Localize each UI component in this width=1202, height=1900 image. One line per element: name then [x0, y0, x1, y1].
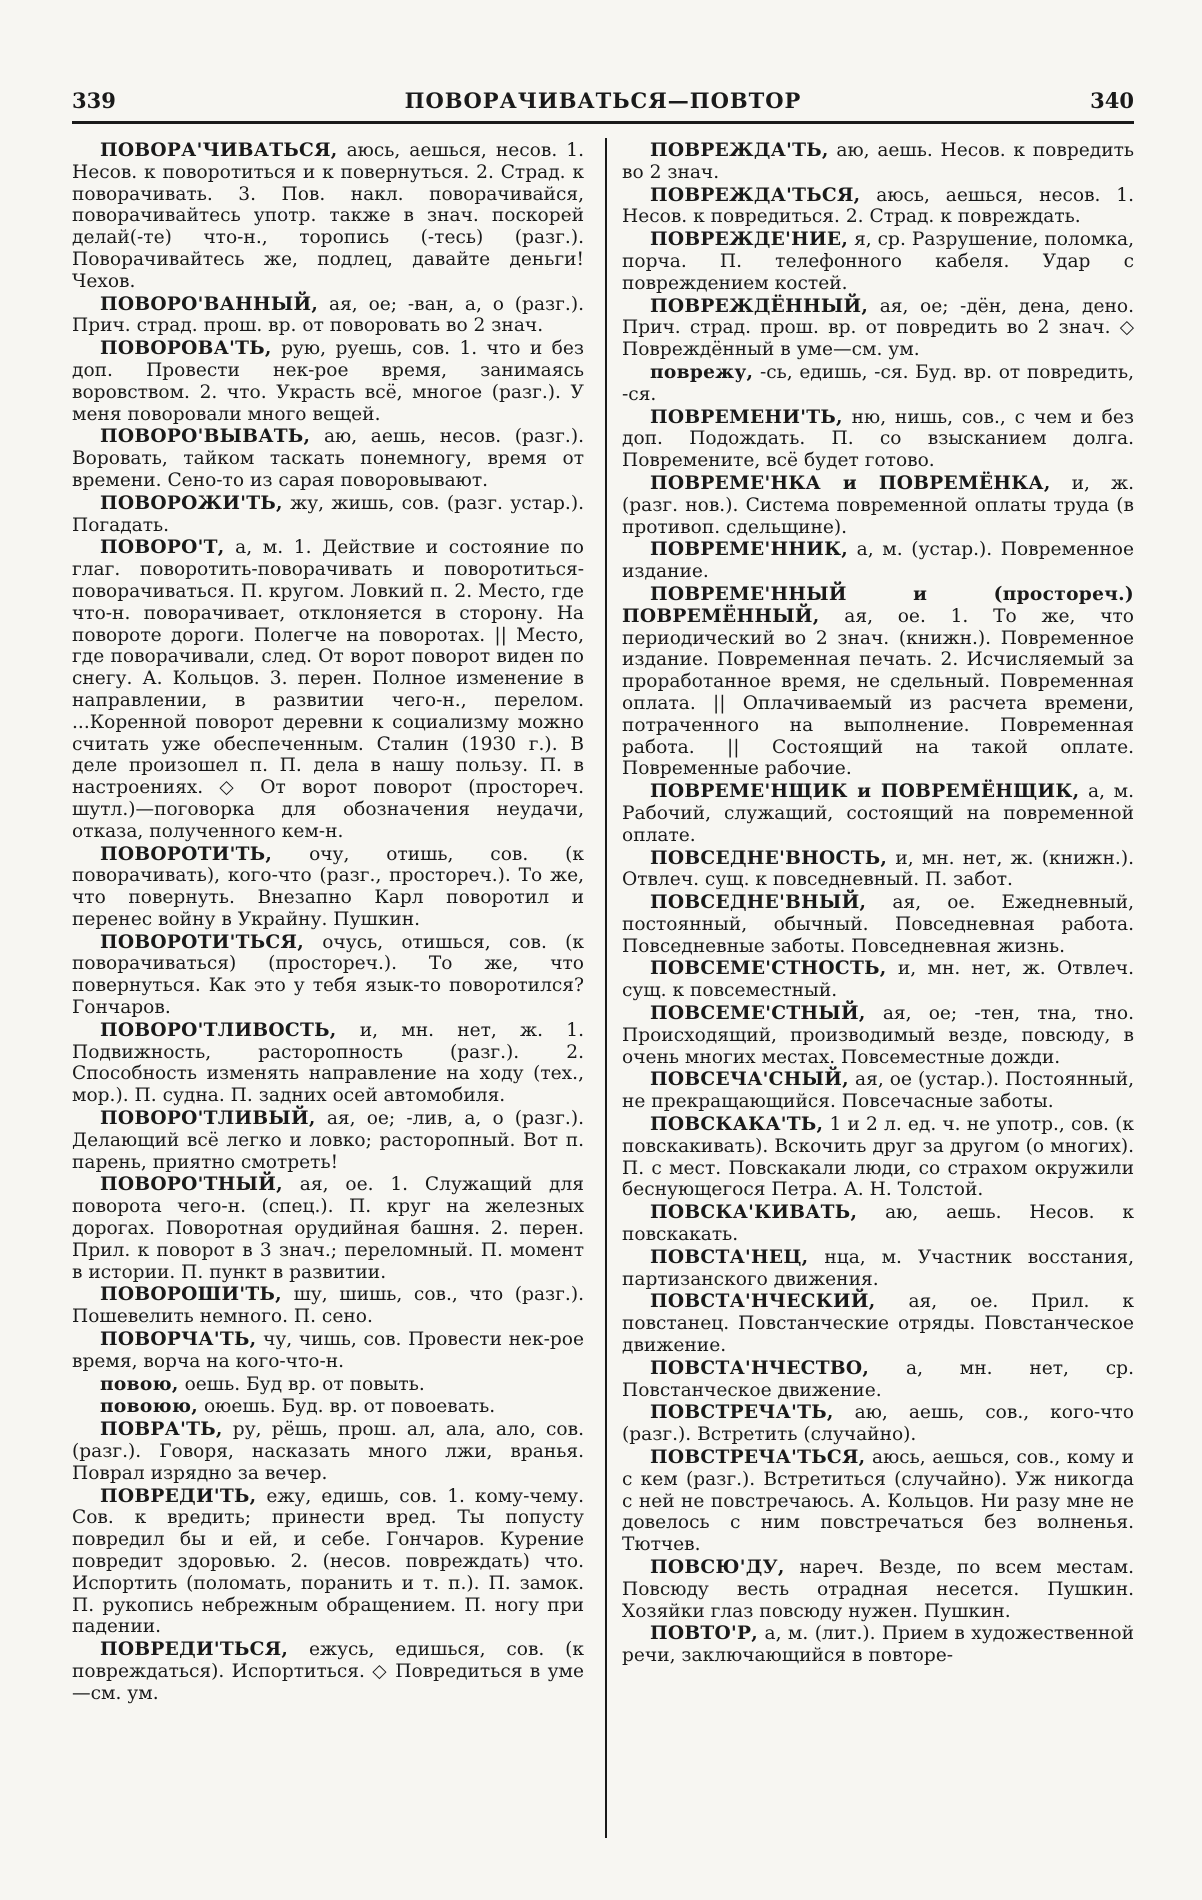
- dictionary-entry: [622, 296, 1134, 361]
- entry-headword: ПОВОРО'Т,: [100, 537, 225, 559]
- column-divider: [605, 138, 607, 1838]
- page-header: [72, 88, 1134, 118]
- dictionary-entry: [72, 1174, 584, 1283]
- entry-headword: ПОВОРЧА'ТЬ,: [100, 1329, 257, 1351]
- entry-headword: ПОВРЕЖДЕ'НИЕ,: [650, 229, 849, 251]
- entry-headword: ПОВСКА'КИВАТЬ,: [650, 1202, 858, 1224]
- entry-definition: оешь. Буд вр. от повыть.: [184, 1373, 425, 1395]
- dictionary-entry: [622, 140, 1134, 184]
- entry-headword: поврежу,: [650, 361, 754, 383]
- entry-headword: ПОВОРОЖИ'ТЬ,: [100, 492, 283, 514]
- dictionary-entry: [622, 1247, 1134, 1291]
- entry-headword: ПОВРА'ТЬ,: [100, 1419, 223, 1441]
- entry-headword: ПОВСЕДНЕ'ВНОСТЬ,: [650, 847, 888, 869]
- entry-definition: аюсь, аешься, несов. 1. Несов. к повредиться. 2. Страд. к повреждать.: [622, 184, 1134, 228]
- entry-headword: ПОВСЮ'ДУ,: [650, 1557, 785, 1578]
- running-head: ПОВОРАЧИВАТЬСЯ—ПОВТОР: [404, 88, 802, 113]
- entry-definition: очу, отишь, сов. (к поворачивать), кого-что (разг., простореч.). То же, что повернуть. Внезапно Карл поворотил и перенес войну в Украйну. Пушкин.: [72, 843, 584, 930]
- entry-definition: и, мн. нет, ж. 1. Подвижность, расторопность (разг.). 2. Способность изменять направление на ходу (тех., мор.). П. судна. П. задних осей автомобиля.: [72, 1019, 584, 1107]
- dictionary-entry: [72, 1020, 584, 1107]
- entry-headword: ПОВТО'Р,: [650, 1623, 759, 1645]
- entry-definition: я, ср. Разрушение, поломка, порча. П. телефонного кабеля. Удар с повреждением костей.: [622, 229, 1134, 294]
- entry-headword: ПОВРЕМЕ'НКА и ПОВРЕМЁНКА,: [650, 472, 1051, 494]
- entry-definition: аю, аешь, сов., кого-что (разг.). Встретить (случайно).: [622, 1402, 1134, 1446]
- entry-headword: ПОВСТА'НЕЦ,: [650, 1246, 809, 1268]
- entry-headword: ПОВРЕМЕ'НЩИК и ПОВРЕМЁНЩИК,: [650, 781, 1080, 803]
- entry-definition: ая, ое; -ван, а, о (разг.). Прич. страд. прош. вр. от поворовать во 2 знач.: [72, 293, 584, 337]
- dictionary-entry: [72, 493, 584, 537]
- entry-headword: ПОВОРОШИ'ТЬ,: [100, 1284, 282, 1306]
- dictionary-entry: [622, 1358, 1134, 1402]
- entry-definition: ежусь, едишься, сов. (к повреждаться). Испортиться. ◇ Повредиться в уме—см. ум.: [72, 1639, 584, 1704]
- entry-definition: и, мн. нет, ж. (книжн.). Отвлеч. сущ. к повседневный. П. забот.: [622, 847, 1134, 891]
- entry-definition: а, м. (устар.). Повременное издание.: [622, 539, 1134, 583]
- dictionary-entry: [72, 1486, 584, 1639]
- dictionary-entry: [622, 781, 1134, 846]
- dictionary-entry: [72, 537, 584, 842]
- entry-headword: ПОВСТРЕЧА'ТЬСЯ,: [650, 1447, 866, 1469]
- dictionary-entry: [72, 1374, 584, 1396]
- entry-definition: и, мн. нет, ж. Отвлеч. сущ. к повсеместный.: [622, 958, 1134, 1002]
- entry-definition: шу, шишь, сов., что (разг.). Пошевелить немного. П. сено.: [72, 1284, 584, 1328]
- entry-definition: -сь, едишь, -ся. Буд. вр. от повредить, -ся.: [622, 361, 1134, 405]
- dictionary-entry: [622, 1291, 1134, 1356]
- entry-definition: ая, ое. Ежедневный, постоянный, обычный. Повседневная работа. Повседневные заботы. Повседневная жизнь.: [622, 892, 1134, 957]
- entry-definition: ая, ое. 1. Служащий для поворота чего-н. (спец.). П. круг на железных дорогах. Поворотная орудийная башня. 2. перен. Прил. к поворот в 3 знач.; переломный. П. момент в истории. П. пункт в развитии.: [72, 1174, 584, 1283]
- entry-definition: а, м. (лит.). Прием в художественной речи, заключающийся в повторе-: [622, 1623, 1134, 1667]
- right-column: [622, 140, 1134, 1668]
- dictionary-entry: [72, 1329, 584, 1373]
- entry-headword: ПОВСЕМЕ'СТНЫЙ,: [650, 1003, 866, 1025]
- entry-headword: ПОВОРОТИ'ТЬ,: [100, 843, 273, 865]
- entry-headword: ПОВСТА'НЧЕСКИЙ,: [650, 1291, 876, 1313]
- entry-definition: аю, аешь, несов. (разг.). Воровать, тайком таскать понемногу, время от времени. Сено-то из сарая поворовывают.: [72, 426, 584, 491]
- entry-headword: ПОВСТА'НЧЕСТВО,: [650, 1357, 870, 1379]
- left-column: [72, 140, 584, 1706]
- entry-definition: ая, ое. Прил. к повстанец. Повстанческие отряды. Повстанческое движение.: [622, 1291, 1135, 1357]
- dictionary-entry: [72, 140, 584, 293]
- dictionary-entry: [72, 1284, 584, 1328]
- dictionary-entry: [72, 338, 584, 425]
- dictionary-entry: [622, 1447, 1134, 1556]
- dictionary-entry: [72, 844, 584, 931]
- dictionary-entry: [72, 1396, 584, 1418]
- entry-headword: ПОВОРО'ВАННЫЙ,: [100, 293, 319, 315]
- dictionary-entry: [622, 1069, 1134, 1113]
- entry-headword: ПОВОРО'ВЫВАТЬ,: [100, 426, 311, 448]
- entry-headword: ПОВСЕЧА'СНЫЙ,: [650, 1069, 849, 1091]
- entry-definition: ая, ое; -дён, дена, дено. Прич. страд. прош. вр. от повредить во 2 знач. ◇ Повреждённый в уме—см. ум.: [622, 295, 1134, 361]
- dictionary-entry: [72, 932, 584, 1019]
- entry-definition: 1 и 2 л. ед. ч. не употр., сов. (к повскакивать). Вскочить друг за другом (о многих). П. с мест. Повскакали люди, со страхом окружили беснующегося Петра. А. Н. Толстой.: [622, 1114, 1134, 1201]
- entry-headword: ПОВРЕДИ'ТЬ,: [100, 1485, 257, 1507]
- entry-definition: ню, нишь, сов., с чем и без доп. Подождать. П. со взысканием долга. Повремените, всё будет готово.: [622, 406, 1134, 472]
- entry-headword: ПОВОРА'ЧИВАТЬСЯ,: [100, 140, 338, 161]
- dictionary-entry: [622, 958, 1134, 1002]
- page-number-right: 340: [1090, 88, 1134, 113]
- entry-definition: а, мн. нет, ср. Повстанческое движение.: [622, 1357, 1134, 1401]
- entry-definition: оюешь. Буд. вр. от повоевать.: [203, 1396, 496, 1418]
- dictionary-entry: [622, 1202, 1134, 1246]
- entry-definition: жу, жишь, сов. (разг. устар.). Погадать.: [72, 492, 585, 536]
- entry-headword: повою,: [100, 1373, 179, 1395]
- entry-headword: ПОВСЕДНЕ'ВНЫЙ,: [650, 892, 867, 914]
- entry-definition: нареч. Везде, по всем местам. Повсюду весть отрадная несется. Пушкин. Хозяйки глаз повсюду нужен. Пушкин.: [622, 1557, 1134, 1622]
- entry-definition: аю, аешь. Несов. к повредить во 2 знач.: [622, 140, 1134, 183]
- entry-headword: ПОВОРО'ТЛИВОСТЬ,: [100, 1019, 337, 1041]
- dictionary-entry: [622, 1003, 1134, 1068]
- entry-definition: чу, чишь, сов. Провести нек-рое время, ворча на кого-что-н.: [72, 1329, 584, 1372]
- entry-headword: ПОВСТРЕЧА'ТЬ,: [650, 1402, 834, 1424]
- dictionary-entry: [622, 362, 1134, 406]
- entry-definition: ая, ое (устар.). Постоянный, не прекращающийся. Повсечасные заботы.: [622, 1069, 1134, 1113]
- entry-headword: ПОВРЕЖДА'ТЬСЯ,: [650, 184, 861, 206]
- entry-definition: аюсь, аешься, несов. 1. Несов. к повоpотиться и к повернуться. 2. Страд. к поворачивать. 3. Пов. накл. поворачивайся, поворачивайтесь употр. также в знач. поскорей делай(-те) что-н., торопись (-тесь) (разг.). Поворачивайтесь же, подлец, давайте деньги! Чехов.: [72, 140, 584, 292]
- entry-headword: ПОВОРО'ТЛИВЫЙ,: [100, 1108, 316, 1130]
- entry-headword: ПОВСКАКА'ТЬ,: [650, 1114, 824, 1136]
- dictionary-entry: [622, 584, 1134, 780]
- dictionary-entry: [72, 426, 584, 491]
- entry-definition: рую, руешь, сов. 1. что и без доп. Провести нек-рое время, занимаясь воровством. 2. что. Украсть всё, многое (разг.). У меня поворовали много вещей.: [72, 338, 584, 425]
- dictionary-entry: [622, 407, 1134, 472]
- entry-definition: ру, рёшь, прош. ал, ала, ало, сов. (разг.). Говоря, насказать много лжи, вранья. Поврал изрядно за вечер.: [72, 1419, 584, 1484]
- entry-headword: ПОВРЕДИ'ТЬСЯ,: [100, 1639, 289, 1661]
- entry-headword: ПОВРЕМЕНИ'ТЬ,: [650, 406, 843, 428]
- entry-headword: ПОВСЕМЕ'СТНОСТЬ,: [650, 958, 887, 980]
- entry-headword: ПОВОРО'ТНЫЙ,: [100, 1174, 283, 1196]
- dictionary-entry: [72, 1419, 584, 1484]
- dictionary-entry: [622, 229, 1134, 294]
- dictionary-entry: [622, 185, 1134, 229]
- entry-definition: нца, м. Участник восстания, партизанского движения.: [622, 1246, 1134, 1290]
- entry-definition: и, ж. (разг. нов.). Система повременной оплаты труда (в противоп. сдельщине).: [622, 472, 1134, 538]
- entry-definition: ежу, едишь, сов. 1. кому-чему. Сов. к вредить; принести вред. Ты попусту повредил бы и ей, и себе. Гончаров. Курение повредит здоровью. 2. (несов. повреждать) что. Испортить (поломать, поранить и т. п.). П. замок. П. рукопись небрежным обращением. П. ногу при падении.: [72, 1485, 584, 1638]
- page-number-left: 339: [72, 88, 116, 113]
- dictionary-entry: [72, 1108, 584, 1173]
- entry-definition: ая, ое; -тен, тна, тно. Происходящий, производимый везде, повсюду, в очень многих местах. Повсеместные дожди.: [622, 1003, 1134, 1068]
- entry-headword: ПОВРЕЖДЁННЫЙ,: [650, 295, 869, 317]
- entry-definition: а, м. 1. Действие и состояние по глаг. повоpотить-поворачивать и повоpотиться-поворачиваться. П. кругом. Ловкий п. 2. Место, где что-н. поворачивает, отклоняется в сторону. На повороте дороги. Полегче на поворотах. || Место, где поворачивали, след. От ворот поворот виден по снегу. А. Кольцов. 3. перен. Полное изменение в направлении, в развитии чего-н., перелом. ...Коренной поворот деревни к социализму можно считать уже обеспеченным. Сталин (1930 г.). В деле произошел п. П. дела в нашу пользу. П. в настроениях. ◇ От ворот поворот (простореч. шутл.)—поговорка для обозначения неудачи, отказа, полученного кем-н.: [72, 537, 584, 842]
- dictionary-entry: [622, 1402, 1134, 1446]
- entry-headword: ПОВРЕЖДА'ТЬ,: [650, 140, 829, 161]
- entry-definition: аю, аешь. Несов. к повскакать.: [622, 1202, 1134, 1246]
- entry-definition: аюсь, аешься, сов., кому и с кем (разг.). Встретиться (случайно). Уж никогда с ней не повстречаюсь. А. Кольцов. Ни разу мне не довелось с ним повстречаться без волненья. Тютчев.: [622, 1447, 1134, 1556]
- entry-headword: ПОВОРОТИ'ТЬСЯ,: [100, 931, 304, 953]
- dictionary-entry: [622, 539, 1134, 583]
- entry-definition: а, м. Рабочий, служащий, состоящий на повременной оплате.: [622, 781, 1134, 846]
- dictionary-entry: [622, 473, 1134, 538]
- dictionary-entry: [622, 1114, 1134, 1201]
- entry-definition: очусь, отишься, сов. (к поворачиваться) (простореч.). То же, что повернуться. Как это у тебя язык-то поворотился? Гончаров.: [72, 931, 584, 1019]
- entry-headword: ПОВРЕМЕ'ННИК,: [650, 539, 849, 561]
- dictionary-entry: [622, 1623, 1134, 1667]
- dictionary-entry: [72, 1639, 584, 1704]
- dictionary-entry: [622, 848, 1134, 892]
- entry-definition: ая, ое. 1. То же, что периодический во 2 знач. (книжн.). Повременное издание. Повременная печать. 2. Исчисляемый за проработанное время, не сдельный. Повременная оплата. || Оплачиваемый из расчета времени, потраченного на выполнение. Повременная работа. || Состоящий на такой оплате. Повременные рабочие.: [622, 605, 1134, 780]
- header-rule: [72, 121, 1134, 124]
- dictionary-entry: [622, 1557, 1134, 1622]
- entry-headword: ПОВРЕМЕ'ННЫЙ и (простореч.) ПОВРЕМЁННЫЙ,: [622, 583, 1134, 627]
- entry-headword: повоюю,: [100, 1396, 199, 1418]
- entry-headword: ПОВОРОВА'ТЬ,: [100, 338, 272, 360]
- entry-definition: ая, ое; -лив, а, о (разг.). Делающий всё легко и ловко; расторопный. Вот п. парень, приятно смотреть!: [72, 1108, 584, 1173]
- dictionary-entry: [72, 294, 584, 338]
- dictionary-entry: [622, 892, 1134, 957]
